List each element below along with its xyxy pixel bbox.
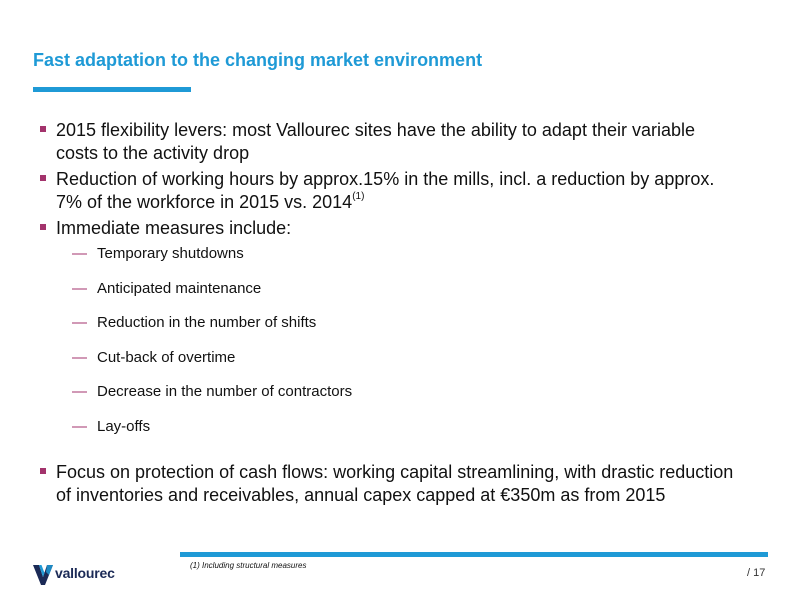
slide-title: Fast adaptation to the changing market environment (33, 50, 483, 70)
dash-marker: — (72, 245, 87, 262)
bullet-marker (40, 126, 46, 132)
dash-marker: — (72, 279, 87, 297)
sub-item-text: Anticipated maintenance (97, 279, 262, 297)
bullet-marker (40, 468, 46, 474)
sub-item-text: Cut-back of overtime (97, 348, 236, 366)
slide-content (40, 119, 740, 510)
sub-item (40, 279, 740, 314)
sub-item (40, 244, 740, 279)
measures-sublist (40, 244, 740, 451)
page-number: / 17 (747, 567, 766, 579)
dash-marker: — (72, 314, 87, 331)
sub-item (40, 313, 740, 348)
footnote: (1) Including structural measures (190, 561, 307, 570)
bullet-marker (40, 175, 46, 181)
bullet-marker (40, 224, 46, 230)
sub-item (40, 382, 740, 417)
vallourec-logo-icon (32, 560, 54, 586)
sub-item-text: Lay-offs (97, 417, 151, 435)
sub-item (40, 348, 740, 383)
bullet-text: Immediate measures include: (56, 218, 292, 238)
bullet-item (40, 217, 740, 240)
bullet-text: Reduction of working hours by approx.15% in the mills, incl. a reduction by approx. 7% of the workforce in 2015 vs. 2014 (56, 169, 715, 212)
sub-item-text: Temporary shutdowns (97, 245, 244, 262)
sub-item-text: Reduction in the number of shifts (97, 314, 317, 331)
bullet-item (40, 461, 740, 507)
company-logo (32, 560, 115, 586)
title-underline (33, 87, 191, 92)
bullet-item (40, 168, 740, 214)
sub-item-text: Decrease in the number of contractors (97, 383, 353, 400)
sub-item (40, 417, 740, 452)
dash-marker: — (72, 383, 87, 400)
bullet-item (40, 119, 740, 165)
footnote-reference: (1) (352, 191, 365, 202)
footer-bar (180, 552, 768, 557)
bullet-text: Focus on protection of cash flows: working capital streamlining, with drastic reduction of inventories and receivables, annual capex capped at €350m as from 2015 (56, 462, 734, 505)
logo-wordmark: vallourec (55, 565, 115, 581)
dash-marker: — (72, 417, 87, 435)
bullet-text: 2015 flexibility levers: most Vallourec sites have the ability to adapt their variable costs to the activity drop (56, 120, 695, 163)
dash-marker: — (72, 348, 87, 366)
